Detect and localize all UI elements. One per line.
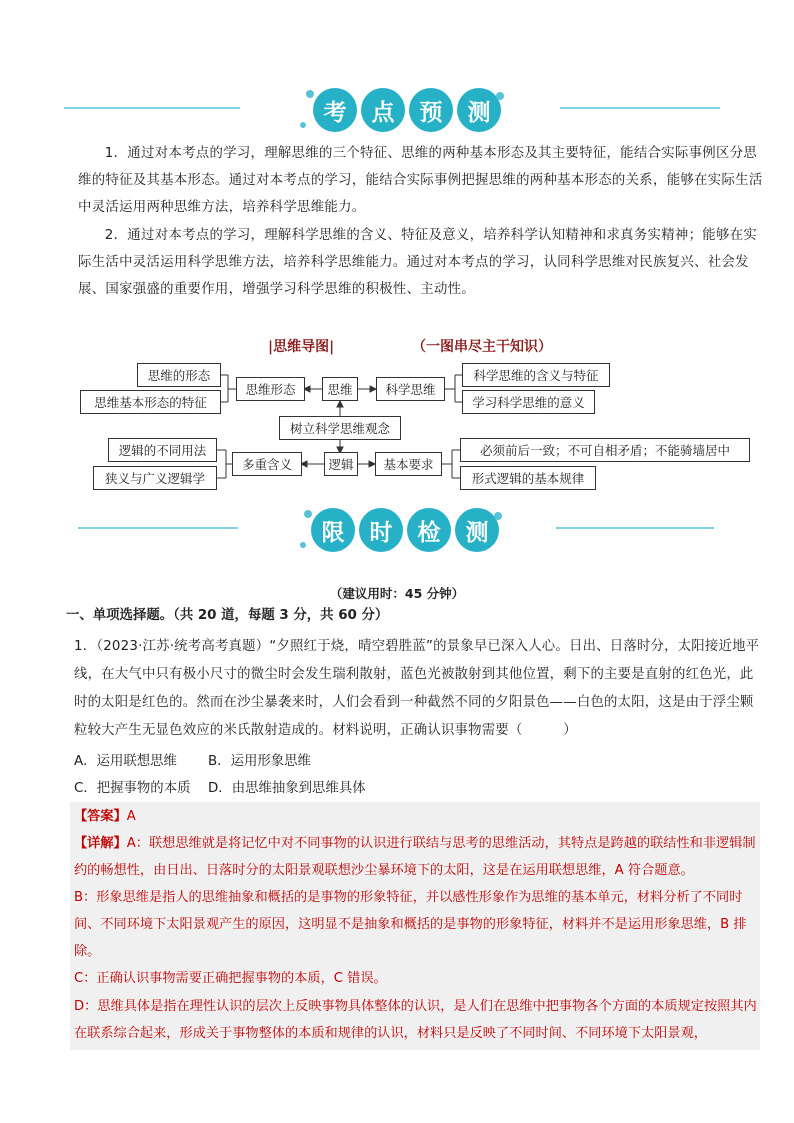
- node-sci-meaning-features: 科学思维的含义与特征: [462, 363, 610, 387]
- explanation-b: B：形象思维是指人的思维抽象和概括的是事物的形象特征，并以感性形象作为思维的基本单元，材料分析了不同时间、不同环境下太阳景观产生的原因，这明显不是抽象和概括的是事物的形象特征，材料并不是运用形象思维，B 排除。: [74, 890, 747, 959]
- banner-char: 点: [361, 88, 405, 132]
- suggested-time: （建议用时：45 分钟）: [329, 586, 465, 601]
- answer-line: [74, 805, 136, 824]
- banner-char: 检: [407, 508, 451, 552]
- explanation-d: D：思维具体是指在理性认识的层次上反映事物具体整体的认识，是人们在思维中把事物各个方面的本质规定按照其内在联系综合起来，形成关于事物整体的本质和规律的认识，材料只是反映了不同时间、不同环境下太阳景观，: [74, 999, 757, 1041]
- banner-left-line: [78, 527, 238, 529]
- section-heading: 一、单项选择题。（共 20 道，每题 3 分，共 60 分）: [66, 608, 389, 623]
- banner-char: 时: [359, 508, 403, 552]
- answer-label: 【答案】: [74, 809, 127, 824]
- banner-char: 测: [457, 88, 501, 132]
- question-stem: 1．（2023·江苏·统考高考真题）“夕照红于烧，晴空碧胜蓝”的景象早已深入人心。日出、日落时分，太阳接近地平线，在大气中只有极小尺寸的微尘时会发生瑞利散射，蓝色光被散射到其他位置，剩下的主要是直射的红色光，此时的太阳是红色的。然而在沙尘暴袭来时，人们会看到一种截然不同的夕阳景色——白色的太阳，这是由于浮尘颗粒较大产生无显色效应的米氏散射造成的。材料说明，正确认识事物需要（ ）: [74, 639, 760, 738]
- explanation-c: C：正确认识事物需要正确把握事物的本质，C 错误。: [74, 971, 387, 986]
- node-logic-usages: 逻辑的不同用法: [108, 438, 217, 462]
- banner-dot: [300, 542, 306, 548]
- node-basic-form-features: 思维基本形态的特征: [80, 390, 221, 414]
- node-establish-concept: 树立科学思维观念: [279, 416, 401, 440]
- node-thinking: 思维: [322, 377, 358, 401]
- node-learn-sci-meaning: 学习科学思维的意义: [462, 390, 595, 414]
- node-thinking-forms: 思维形态: [236, 377, 305, 401]
- node-narrow-broad-logic: 狭义与广义逻辑学: [93, 466, 217, 490]
- explanation-a: [74, 830, 764, 884]
- mindmap-subtitle: （一图串尽主干知识）: [412, 339, 552, 355]
- banner-dot: [304, 510, 312, 518]
- objective-paragraph-1: 1．通过对本考点的学习，理解思维的三个特征、思维的两种基本形态及其主要特征，能结合实际事例区分思维的特征及其基本形态。通过对本考点的学习，能结合实际事例把握思维的两种基本形态的关系，能够在实际生活中灵活运用两种思维方法，培养科学思维能力。: [78, 146, 763, 215]
- option-b: B．运用形象思维: [208, 754, 311, 769]
- banner-right-line: [556, 527, 714, 529]
- explanation-a-text: A：联想思维就是将记忆中对不同事物的认识进行联结与思考的思维活动，其特点是跨越的联结性和非逻辑制约的畅想性，由日出、日落时分的太阳景观联想沙尘暴环境下的太阳，这是在运用联想思维，A 符合题意。: [74, 836, 756, 878]
- node-logic: 逻辑: [324, 452, 358, 476]
- node-basic-requirements: 基本要求: [375, 452, 442, 476]
- banner-char: 预: [409, 88, 453, 132]
- node-form-of-thinking: 思维的形态: [137, 363, 221, 387]
- node-scientific-thinking: 科学思维: [376, 377, 445, 401]
- answer-value: A: [126, 809, 136, 824]
- option-a: A．运用联想思维: [74, 754, 177, 769]
- objective-paragraph-2: 2．通过对本考点的学习，理解科学思维的含义、特征及意义，培养科学认知精神和求真务实精神；能够在实际生活中灵活运用科学思维方法，培养科学思维能力。通过对本考点的学习，认同科学思维对民族复兴、社会发展、国家强盛的重要作用，增强学习科学思维的积极性、主动性。: [78, 228, 758, 297]
- option-d: D．由思维抽象到思维具体: [208, 781, 366, 796]
- node-formal-logic-laws: 形式逻辑的基本规律: [460, 466, 596, 490]
- mindmap-title: |思维导图|: [268, 339, 335, 355]
- banner-char: 限: [311, 508, 355, 552]
- detail-label: 【详解】: [74, 836, 127, 851]
- node-multiple-meanings: 多重含义: [232, 452, 302, 476]
- banner-char: 考: [313, 88, 357, 132]
- node-consistency: 必须前后一致；不可自相矛盾；不能骑墙居中: [460, 438, 750, 462]
- banner-char: 测: [455, 508, 499, 552]
- section-banner-xianshi: [0, 500, 794, 556]
- banner-dot: [494, 512, 502, 520]
- option-c: C．把握事物的本质: [74, 781, 191, 796]
